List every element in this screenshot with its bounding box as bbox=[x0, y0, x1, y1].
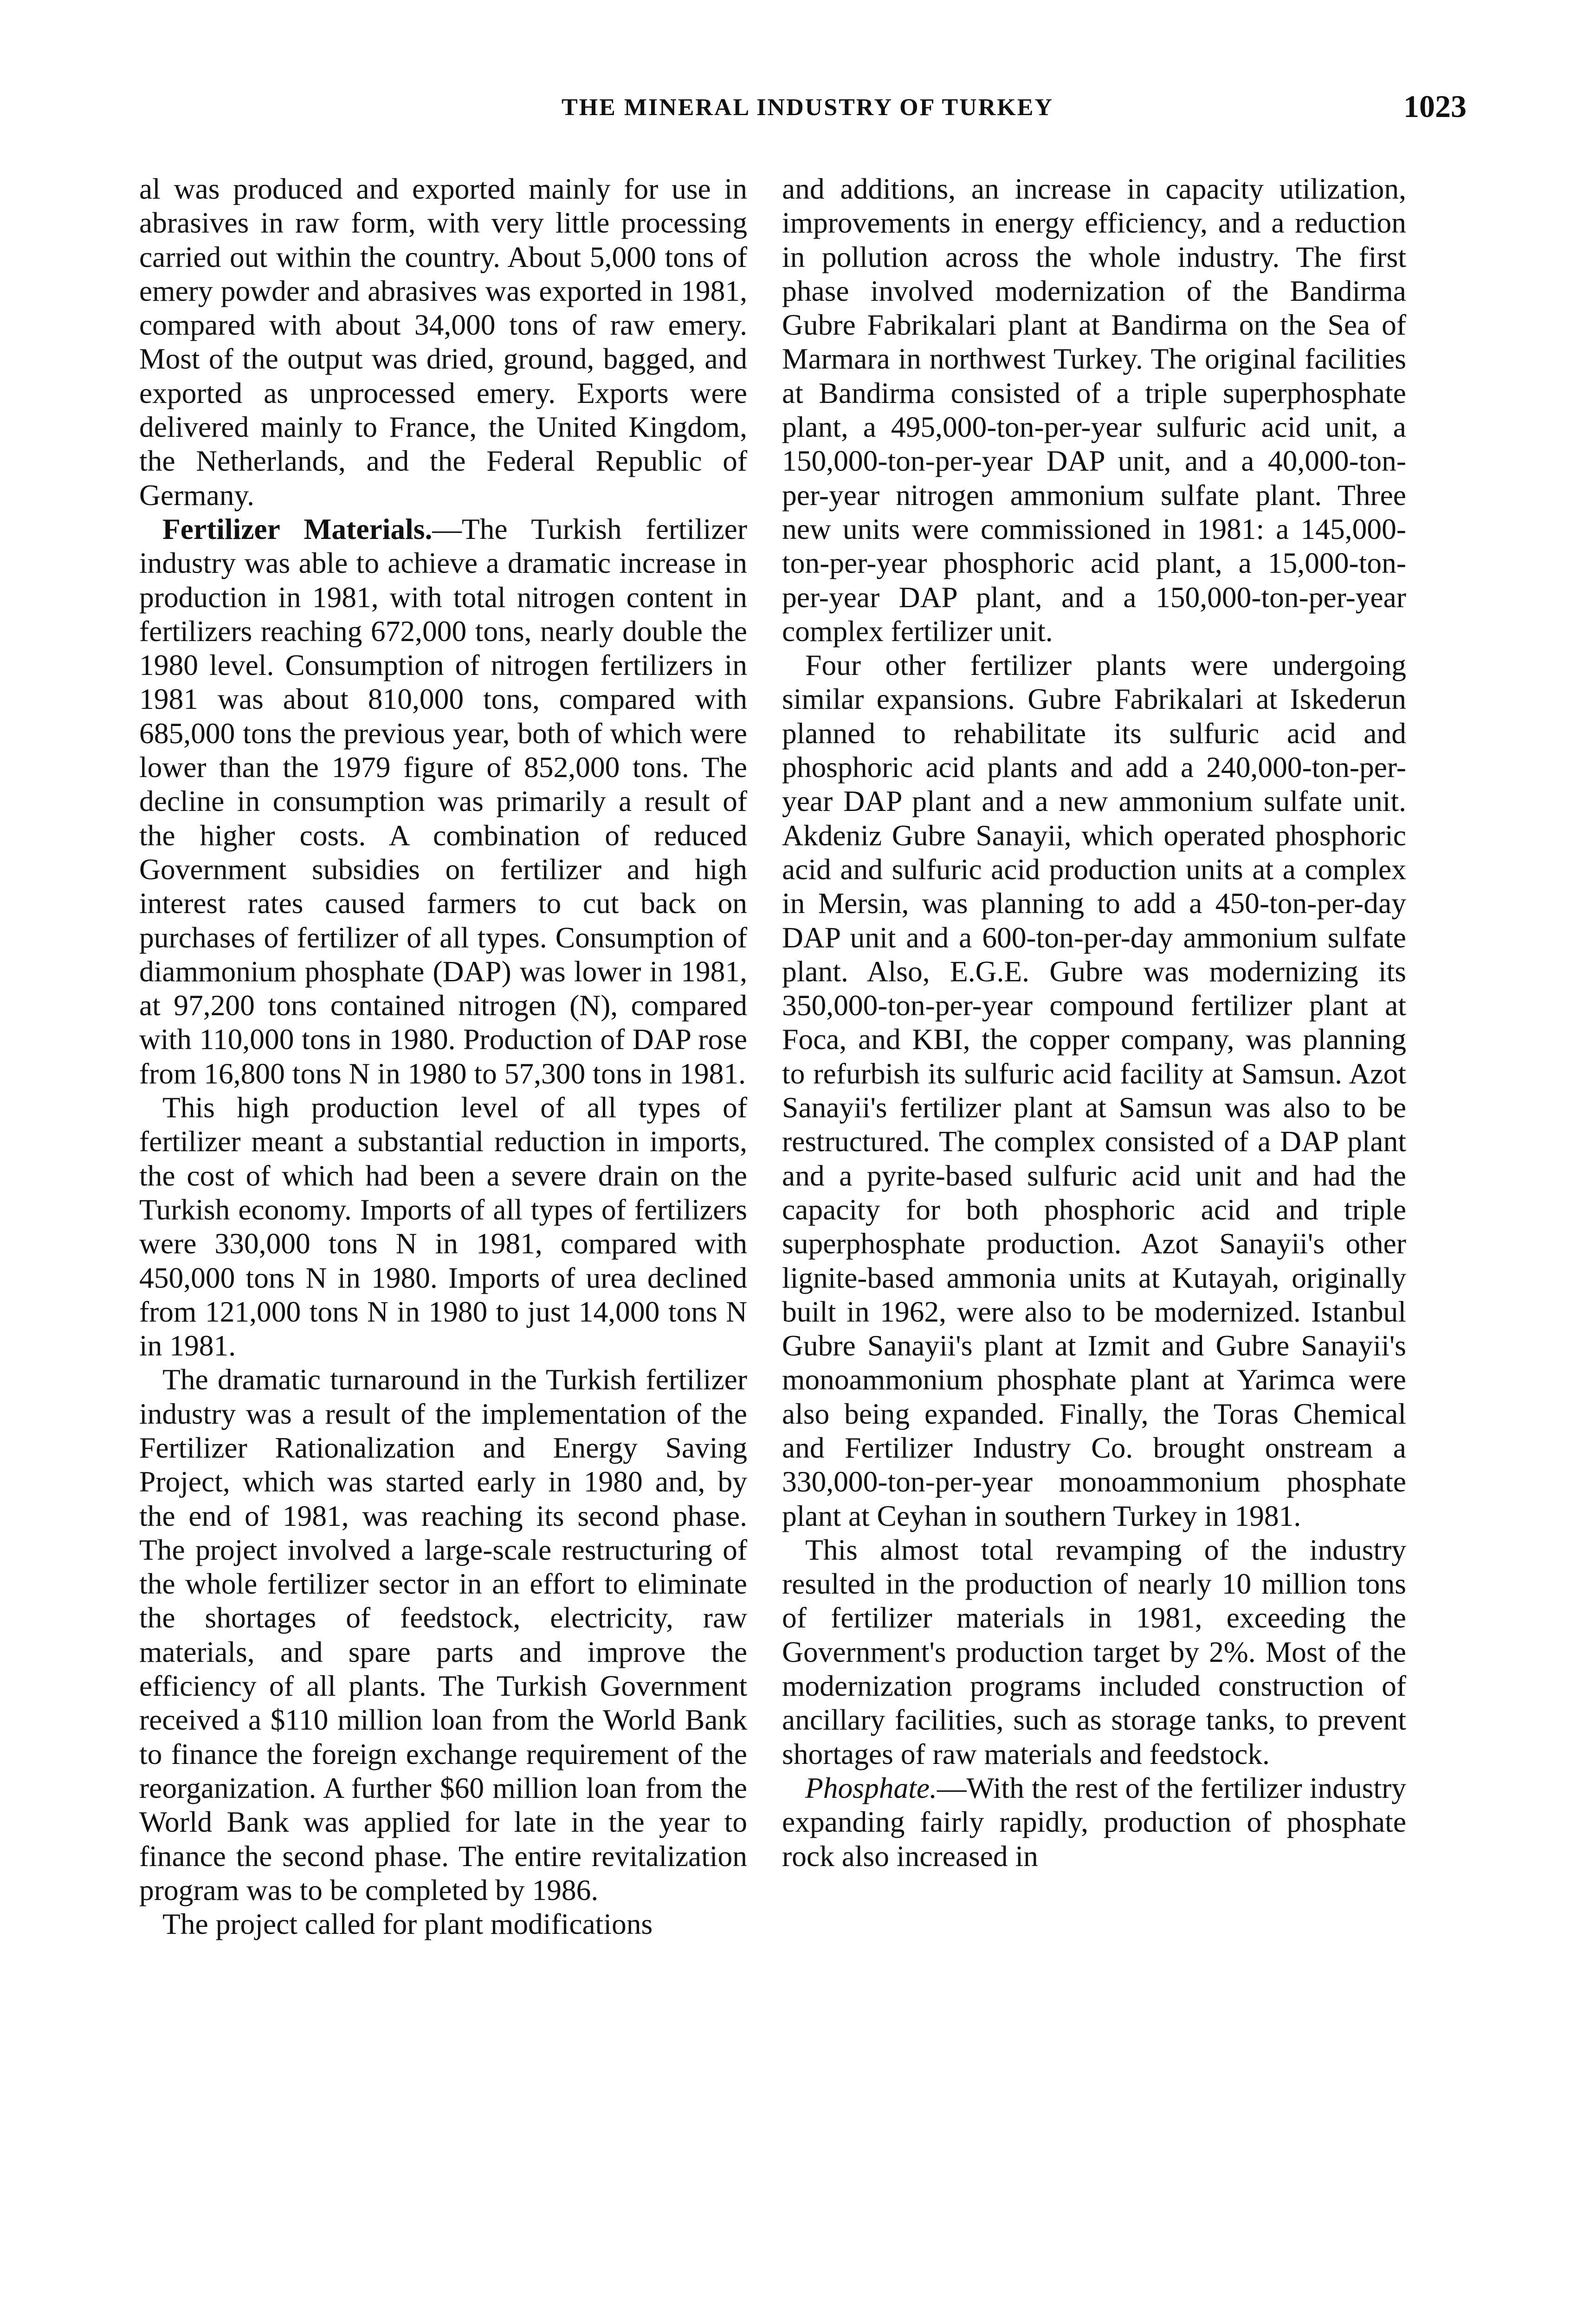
right-column bbox=[782, 172, 1406, 1873]
paragraph-fertilizer-materials-text: —The Turkish fertilizer industry was able to achieve a dramatic increase in production in 1981, with total nitrogen content in fertilizers reaching 672,000 tons, nearly double the 1980 level. Consumption of nitrogen fertilizers in 1981 was about 810,000 tons, compared with 685,000 tons the previous year, both of which were lower than the 1979 figure of 852,000 tons. The decline in consumption was primarily a result of the higher costs. A combination of reduced Government subsidies on fertilizer and high interest rates caused farmers to cut back on purchases of fertilizer of all types. Consumption of diammonium phosphate (DAP) was lower in 1981, at 97,200 tons contained nitrogen (N), compared with 110,000 tons in 1980. Production of DAP rose from 16,800 tons N in 1980 to 57,300 tons in 1981. bbox=[139, 512, 747, 1090]
paragraph-bandirma: and additions, an increase in capacity utilization, improvements in energy efficiency, and a reduction in pollution across the whole industry. The first phase involved modernization of the Bandirma Gubre Fabrikalari plant at Bandirma on the Sea of Marmara in northwest Turkey. The original facilities at Bandirma consisted of a triple superphosphate plant, a 495,000-ton-per-year sulfuric acid unit, a 150,000-ton-per-year DAP unit, and a 40,000-ton-per-year nitrogen ammonium sulfate plant. Three new units were commissioned in 1981: a 145,000-ton-per-year phosphoric acid plant, a 15,000-ton-per-year DAP plant, and a 150,000-ton-per-year complex fertilizer unit. bbox=[782, 172, 1406, 648]
paragraph-imports: This high production level of all types of fertilizer meant a substantial reduction in imports, the cost of which had been a severe drain on the Turkish economy. Imports of all types of fertilizers were 330,000 tons N in 1981, compared with 450,000 tons N in 1980. Imports of urea declined from 121,000 tons N in 1980 to just 14,000 tons N in 1981. bbox=[139, 1091, 747, 1362]
running-title: THE MINERAL INDUSTRY OF TURKEY bbox=[562, 94, 1053, 121]
paragraph-emery-exports: al was produced and exported mainly for use in abrasives in raw form, with very little processing carried out within the country. About 5,000 tons of emery powder and abrasives was exported in 1981, compared with about 34,000 tons of raw emery. Most of the output was dried, ground, bagged, and exported as unprocessed emery. Exports were delivered mainly to France, the United Kingdom, the Netherlands, and the Federal Republic of Germany. bbox=[139, 172, 747, 512]
paragraph-plant-modifications: The project called for plant modifications bbox=[162, 1907, 653, 1941]
paragraph-revamping: This almost total revamping of the industry resulted in the production of nearly 10 million tons of fertilizer materials in 1981, exceeding the Government's production target by 2%. Most of the modernization programs included construction of ancillary facilities, such as storage tanks, to prevent shortages of raw materials and feedstock. bbox=[782, 1533, 1406, 1770]
running-header bbox=[139, 88, 1467, 130]
paragraph-phosphate bbox=[782, 1771, 1406, 1873]
page-number: 1023 bbox=[1403, 89, 1467, 124]
section-heading-phosphate: Phosphate. bbox=[805, 1771, 937, 1804]
paragraph-rationalization-project: The dramatic turnaround in the Turkish fertilizer industry was a result of the implementation of the Fertilizer Rationalization and Energy Saving Project, which was started early in 1980 and, by the end of 1981, was reaching its second phase. The project involved a large-scale restructuring of the whole fertilizer sector in an effort to eliminate the shortages of feedstock, electricity, raw materials, and spare parts and improve the efficiency of all plants. The Turkish Government received a $110 million loan from the World Bank to finance the foreign exchange requirement of the reorganization. A further $60 million loan from the World Bank was applied for late in the year to finance the second phase. The entire revitalization program was to be completed by 1986. bbox=[139, 1363, 747, 1906]
paragraph-fertilizer-materials bbox=[139, 512, 747, 1090]
paragraph-other-plants: Four other fertilizer plants were undergoing similar expansions. Gubre Fabrikalari at Iskederun planned to rehabilitate its sulfuric acid and phosphoric acid plants and add a 240,000-ton-per-year DAP plant and a new ammonium sulfate unit. Akdeniz Gubre Sanayii, which operated phosphoric acid and sulfuric acid production units at a complex in Mersin, was planning to add a 450-ton-per-day DAP unit and a 600-ton-per-day ammonium sulfate plant. Also, E.G.E. Gubre was modernizing its 350,000-ton-per-year compound fertilizer plant at Foca, and KBI, the copper company, was planning to refurbish its sulfuric acid facility at Samsun. Azot Sanayii's fertilizer plant at Samsun was also to be restructured. The complex consisted of a DAP plant and a pyrite-based sulfuric acid unit and had the capacity for both phosphoric acid and triple superphosphate production. Azot Sanayii's other lignite-based ammonia units at Kutayah, originally built in 1962, were also to be modernized. Istanbul Gubre Sanayii's plant at Izmit and Gubre Sanayii's monoammonium phosphate plant at Yarimca were also being expanded. Finally, the Toras Chemical and Fertilizer Industry Co. brought onstream a 330,000-ton-per-year monoammonium phosphate plant at Ceyhan in southern Turkey in 1981. bbox=[782, 648, 1406, 1532]
section-heading-fertilizer-materials: Fertilizer Materials. bbox=[162, 512, 433, 545]
left-column bbox=[139, 172, 747, 1941]
paragraph-phosphate-text: —With the rest of the fertilizer industry expanding fairly rapidly, production of phosphate rock also increased in bbox=[782, 1771, 1406, 1873]
